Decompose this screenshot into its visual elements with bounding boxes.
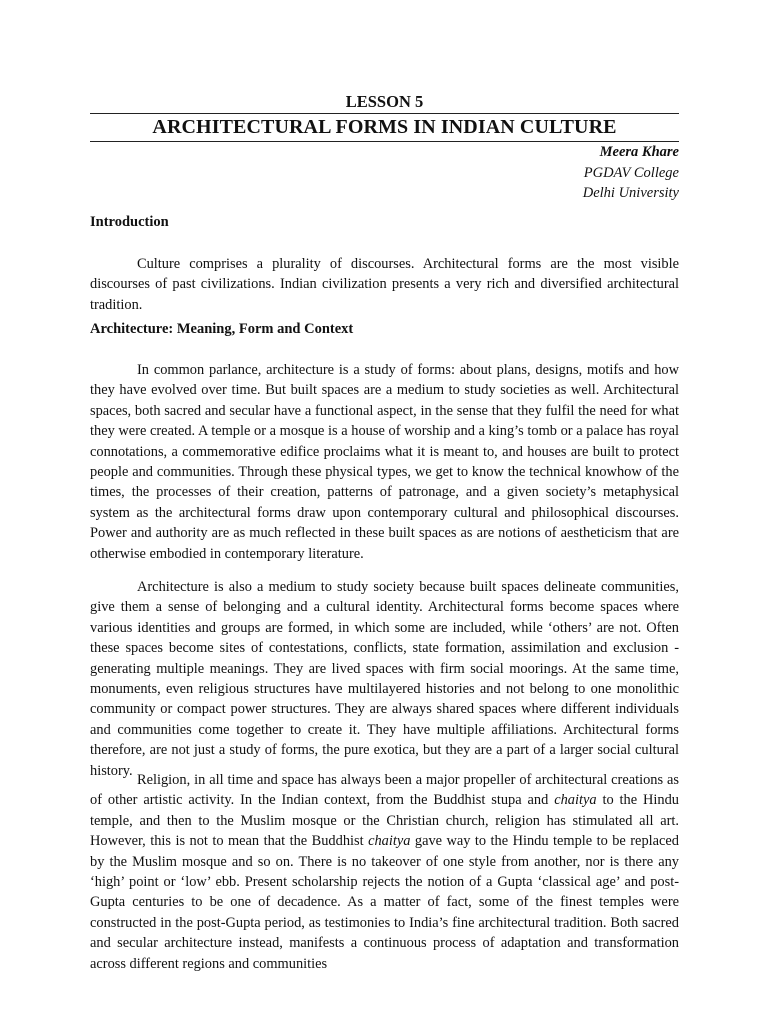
lesson-number: LESSON 5 (345, 92, 424, 111)
term-chaitya: chaitya (554, 792, 597, 809)
religion-text-1: Religion, in all time and space has always been a major propeller of architectural creations as of other artistic activity. In the Indian context, from the Buddhist stupa and (90, 772, 679, 809)
section-heading-introduction: Introduction (90, 214, 169, 230)
term-chaitya: chaitya (368, 833, 411, 850)
author-university: Delhi University (582, 185, 679, 201)
author-block (583, 142, 679, 204)
page-title: ARCHITECTURAL FORMS IN INDIAN CULTURE (152, 116, 617, 138)
author-college: PGDAV College (583, 164, 679, 181)
section-heading-architecture: Architecture: Meaning, Form and Context (90, 321, 354, 337)
author-name: Meera Khare (599, 144, 679, 160)
religion-text-2: to the Hindu temple, and then to the Muslim mosque or the Christian church, religion has stimulated all art. However, this is not to mean that the Buddhist (90, 792, 679, 850)
religion-text-3: gave way to the Hindu temple to be replaced by the Muslim mosque and so on. There is no takeover of one style from another, nor is there any ‘high’ point or ‘low’ ebb. Present scholarship rejects the notion of a Gupta ‘classical age’ and post-Gupta centuries to be one of decadence. As a matter of fact, some of the finest temples were constructed in the post-Gupta period, as testimonies to India’s fine architectural tradition. Both sacred and secular architecture instead, manifests a continuous process of adaptation and transformation across different regions and communities (90, 833, 679, 972)
paragraph-religion (90, 770, 679, 974)
paragraph-introduction: Culture comprises a plurality of discourses. Architectural forms are the most visible discourses of past civilizations. Indian civilization presents a very rich and diversified architectural tradition. (90, 256, 679, 313)
paragraph-architecture-2: Architecture is also a medium to study society because built spaces delineate communities, give them a sense of belonging and a cultural identity. Architectural forms become spaces where various identities and groups are formed, in which some are included, while ‘others’ are not. Often these spaces become sites of contestations, conflicts, state formation, assimilation and exclusion - generating multiple meanings. They are lived spaces with firm social moorings. At the same time, monuments, even religious structures have multilayered histories and not belong to one monolithic community or compact power structures. They are always shared spaces where different individuals and communities come together to create it. They have multiple affiliations. Architectural forms therefore, are not just a study of forms, the pure exotica, but they are a part of a larger social cultural history. (90, 579, 679, 779)
title-rule-top (90, 113, 679, 114)
paragraph-architecture-1: In common parlance, architecture is a study of forms: about plans, designs, motifs and how they have evolved over time. But built spaces are a medium to study societies as well. Architectural spaces, both sacred and secular have a functional aspect, in the sense that they fulfil the need for what they were created. A temple or a mosque is a house of worship and a king’s tomb or a palace has royal connotations, a commemorative edifice proclaims what it is meant to, and houses are built to protect people and communities. Through these physical types, we get to know the technical knowhow of the times, the processes of their creation, patterns of patronage, and a given society’s metaphysical system as the architectural forms draw upon contemporary cultural and philosophical discourses. Power and authority are as much reflected in these built spaces as are notions of aestheticism that are otherwise embodied in contemporary literature. (90, 362, 679, 562)
